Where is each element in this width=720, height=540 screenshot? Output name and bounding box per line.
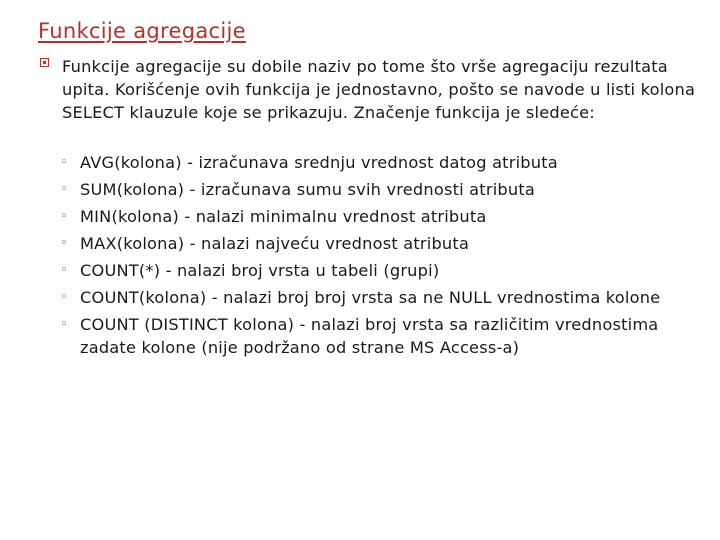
function-desc: - izračunava sumu svih vrednosti atributa <box>184 180 535 199</box>
function-desc: - nalazi broj broj vrsta sa ne <box>206 288 449 307</box>
function-term: COUNT(*) <box>80 261 161 280</box>
circle-bullet-icon: ◦ <box>60 290 68 305</box>
circle-bullet-icon: ◦ <box>60 155 68 170</box>
null-keyword: NULL <box>448 288 492 307</box>
circle-bullet-icon: ◦ <box>60 182 68 197</box>
intro-text <box>62 55 700 124</box>
slide-title: Funkcije agregacije <box>38 19 246 43</box>
list-item-max <box>60 232 700 255</box>
slide-content <box>40 55 700 363</box>
function-desc: - nalazi minimalnu vrednost atributa <box>178 207 487 226</box>
function-desc: - nalazi najveću vrednost atributa <box>184 234 470 253</box>
intro-text-part1: Funkcije agregacije su dobile naziv po tome što vrše agregaciju rezultata upita. Korišćenje ovih funkcija je jednostavno, pošto se navode u listi kolona <box>62 57 696 99</box>
list-item-min <box>60 205 700 228</box>
circle-bullet-icon: ◦ <box>60 209 68 224</box>
select-keyword: SELECT <box>62 103 125 122</box>
function-desc-cont: vrednostima kolone <box>491 288 661 307</box>
intro-text-part2: klauzule koje se prikazuju. Značenje funkcija je sledeće: <box>124 103 595 122</box>
function-term: MIN(kolona) <box>80 207 179 226</box>
function-term: SUM(kolona) <box>80 180 185 199</box>
circle-bullet-icon: ◦ <box>60 317 68 332</box>
circle-bullet-icon: ◦ <box>60 236 68 251</box>
list-item-count-distinct <box>60 313 700 359</box>
list-item-count-star <box>60 259 700 282</box>
list-item-avg <box>60 151 700 174</box>
square-bullet-icon <box>40 58 49 67</box>
function-term: MAX(kolona) <box>80 234 185 253</box>
function-desc: - nalazi broj vrsta sa različitim vrednostima zadate kolone (nije podržano od strane MS Access-a) <box>80 315 659 357</box>
function-list <box>40 151 700 359</box>
function-term: COUNT(kolona) <box>80 288 207 307</box>
function-term: AVG(kolona) <box>80 153 182 172</box>
function-desc: - izračunava srednju vrednost datog atributa <box>181 153 558 172</box>
list-item-count-column <box>60 286 700 309</box>
circle-bullet-icon: ◦ <box>60 263 68 278</box>
function-term: COUNT (DISTINCT kolona) <box>80 315 295 334</box>
function-desc: - nalazi broj vrsta u tabeli (grupi) <box>160 261 440 280</box>
intro-paragraph <box>40 55 700 124</box>
list-item-sum <box>60 178 700 201</box>
